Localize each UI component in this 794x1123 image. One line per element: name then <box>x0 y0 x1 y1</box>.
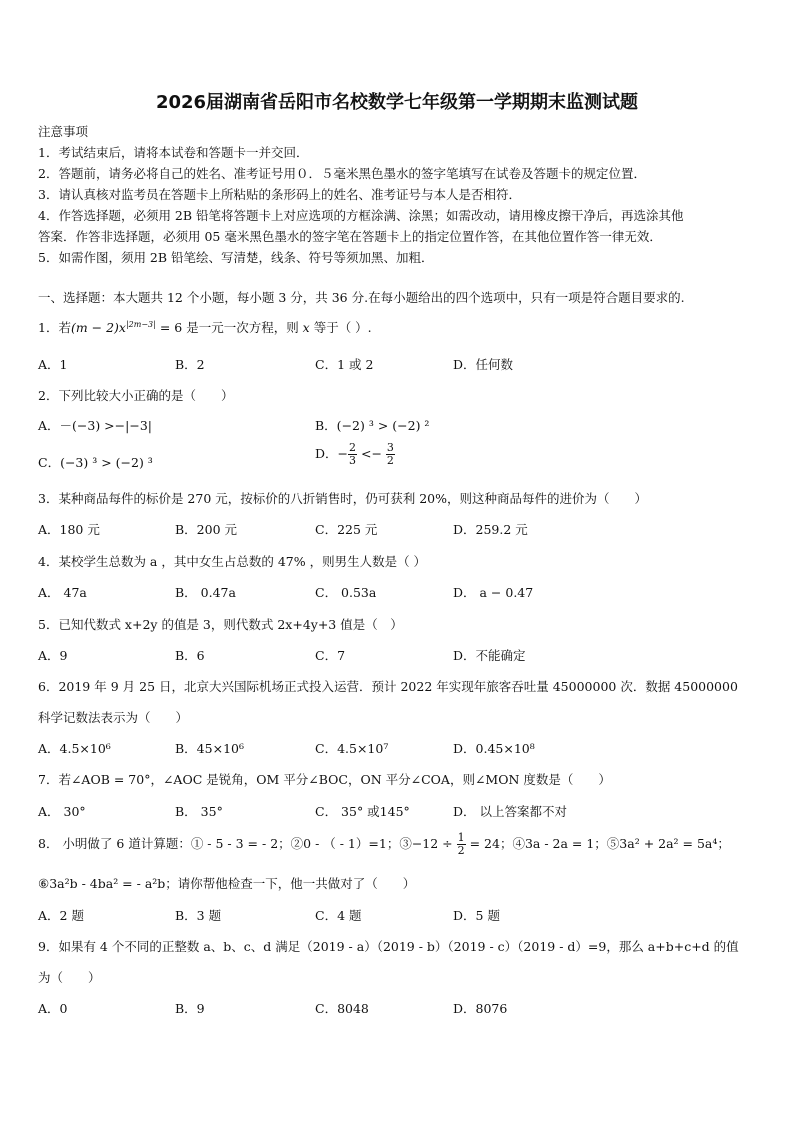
note-item: 1．考试结束后，请将本试卷和答题卡一并交回． <box>38 145 309 160</box>
q2-option-a: A．－(−3) >−|−3| <box>38 418 152 433</box>
q3-option-a: A．180 元 <box>38 522 100 537</box>
fraction: $\frac{3}{2}$ <box>386 441 394 467</box>
question-6-cont: 科学记数法表示为（ ） <box>38 710 189 725</box>
question-1: 1．若$(m - 2)x^{|2m-3|} = 6$ 是一元一次方程，则 x 等于（ ）. <box>38 319 372 335</box>
q8-option-b: B．3 题 <box>175 908 222 923</box>
q7-option-b: B． 35° <box>175 804 223 819</box>
q9-option-b: B．9 <box>175 1001 205 1016</box>
page-title: 2026届湖南省岳阳市名校数学七年级第一学期期末监测试题 <box>155 92 639 113</box>
q7-option-c: C． 35° 或145° <box>315 804 410 819</box>
note-item: 2．答题前，请务必将自己的姓名、准考证号用０．５毫米黑色墨水的签字笔填写在试卷及答题卡的规定位置． <box>38 166 646 181</box>
q4-option-c: C． 0.53a <box>315 585 377 600</box>
q3-option-c: C．225 元 <box>315 522 378 537</box>
question-7: 7．若∠AOB = 70°，∠AOC 是锐角，OM 平分∠BOC，ON 平分∠COA，则∠MON 度数是（ ） <box>38 772 611 787</box>
q2-option-b: B．(−2) ³ > (−2) ² <box>315 418 430 433</box>
note-item: 4．作答选择题，必须用 2B 铅笔将答题卡上对应选项的方框涂满、涂黑；如需改动，请用橡皮擦干净后，再选涂其他 <box>38 208 684 223</box>
q5-option-a: A．9 <box>38 648 68 663</box>
q8-option-a: A．2 题 <box>38 908 84 923</box>
question-2: 2．下列比较大小正确的是（ ） <box>38 388 234 403</box>
q4-option-b: B． 0.47a <box>175 585 236 600</box>
q5-option-c: C．7 <box>315 648 346 663</box>
q5-option-d: D．不能确定 <box>453 648 526 663</box>
question-9-cont: 为（ ） <box>38 970 101 985</box>
q2-option-d: D．− $\frac{2}{3}$ <− $\frac{3}{2}$ <box>315 441 394 467</box>
q3-option-b: B．200 元 <box>175 522 238 537</box>
fraction: $\frac{1}{2}$ <box>457 831 465 857</box>
q4-option-d: D． a − 0.47 <box>453 585 534 600</box>
question-8: 8． 小明做了 6 道计算题：① - 5 - 3 = - 2；②0 - （ - 1）=1；③−12 ÷ $\frac{1}{2}$ = 24；④3a - 2a = 1；⑤3a² + 2a² = 5a⁴； <box>38 831 730 857</box>
q8-option-c: C．4 题 <box>315 908 362 923</box>
q1-option-d: D．任何数 <box>453 357 514 372</box>
q9-option-d: D．8076 <box>453 1001 508 1016</box>
q6-option-c: C．4.5×10⁷ <box>315 741 389 756</box>
q4-option-a: A． 47a <box>38 585 87 600</box>
question-9: 9．如果有 4 个不同的正整数 a、b、c、d 满足（2019 - a）（2019 - b）（2019 - c）（2019 - d）=9，那么 a+b+c+d 的值 <box>38 939 739 954</box>
q3-option-d: D．259.2 元 <box>453 522 528 537</box>
question-6: 6．2019 年 9 月 25 日，北京大兴国际机场正式投入运营．预计 2022 年实现年旅客吞吐量 45000000 次．数据 45000000 <box>38 679 738 694</box>
note-item: 答案．作答非选择题，必须用 05 毫米黑色墨水的签字笔在答题卡上的指定位置作答，在其他位置作答一律无效． <box>38 229 662 244</box>
question-3: 3．某种商品每件的标价是 270 元，按标价的八折销售时，仍可获利 20%，则这种商品每件的进价为（ ） <box>38 491 648 506</box>
q8-option-d: D．5 题 <box>453 908 500 923</box>
question-4: 4．某校学生总数为 a ，其中女生占总数的 47% ，则男生人数是（ ） <box>38 554 427 569</box>
question-5: 5．已知代数式 x+2y 的值是 3，则代数式 2x+4y+3 值是（ ） <box>38 617 403 632</box>
notes-heading: 注意事项 <box>38 124 89 139</box>
note-item: 5．如需作图，须用 2B 铅笔绘、写清楚，线条、符号等须加黑、加粗． <box>38 250 434 265</box>
q7-option-a: A． 30° <box>38 804 86 819</box>
q6-option-b: B．45×10⁶ <box>175 741 244 756</box>
note-item: 3．请认真核对监考员在答题卡上所粘贴的条形码上的姓名、准考证号与本人是否相符． <box>38 187 521 202</box>
q1-option-a: A．1 <box>38 357 68 372</box>
fraction: $\frac{2}{3}$ <box>349 441 356 467</box>
q7-option-d: D． 以上答案都不对 <box>453 804 567 819</box>
section-heading: 一、选择题：本大题共 12 个小题，每小题 3 分，共 36 分.在每小题给出的四个选项中，只有一项是符合题目要求的. <box>38 290 685 305</box>
q9-option-c: C．8048 <box>315 1001 369 1016</box>
q6-option-d: D．0.45×10⁸ <box>453 741 535 756</box>
q1-option-c: C．1 或 2 <box>315 357 374 372</box>
question-8-cont: ⑥3a²b - 4ba² = - a²b；请你帮他检查一下，他一共做对了（ ） <box>38 876 416 891</box>
q2-option-c: C．(−3) ³ > (−2) ³ <box>38 455 153 470</box>
q9-option-a: A．0 <box>38 1001 68 1016</box>
q6-option-a: A．4.5×10⁶ <box>38 741 111 756</box>
q5-option-b: B．6 <box>175 648 205 663</box>
q1-option-b: B．2 <box>175 357 205 372</box>
